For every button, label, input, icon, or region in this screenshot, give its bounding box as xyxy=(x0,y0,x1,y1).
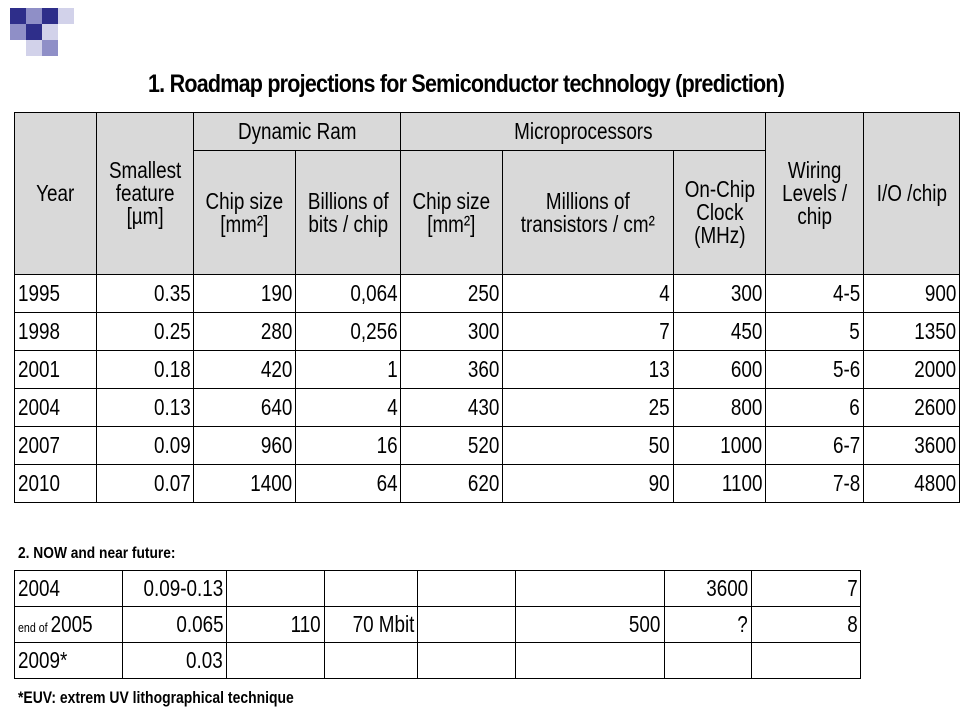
table-cell: 0.09-0.13 xyxy=(122,571,226,607)
table-cell xyxy=(324,643,418,679)
table-row xyxy=(15,465,960,503)
table-cell: 2009* xyxy=(15,643,123,679)
table-cell xyxy=(515,571,664,607)
table-cell: 600 xyxy=(673,351,766,389)
table-cell: 0,256 xyxy=(295,313,400,351)
table-cell: 0.03 xyxy=(122,643,226,679)
table-cell: 25 xyxy=(503,389,674,427)
table-cell: 2007 xyxy=(15,427,97,465)
table-cell: 1 xyxy=(295,351,400,389)
corner-decoration-square xyxy=(42,8,58,24)
table-cell: 500 xyxy=(515,607,664,643)
roadmap-table xyxy=(14,112,960,503)
corner-decoration-square xyxy=(42,24,58,40)
table-row xyxy=(15,607,960,643)
table-cell xyxy=(861,643,960,679)
header-microprocessors: Microprocessors xyxy=(401,113,766,151)
table-cell: 1000 xyxy=(673,427,766,465)
table-cell xyxy=(418,607,515,643)
page-title: 1. Roadmap projections for Semiconductor technology (prediction) xyxy=(148,70,785,98)
table-row xyxy=(15,571,960,607)
table-cell: 1995 xyxy=(15,275,97,313)
table-cell: 0.09 xyxy=(96,427,193,465)
table-cell: 5 xyxy=(766,313,864,351)
header-dram-chip-size: Chip size [mm²] xyxy=(194,151,296,275)
table-cell: 360 xyxy=(401,351,503,389)
table-cell: 900 xyxy=(863,275,959,313)
table-cell: 13 xyxy=(503,351,674,389)
table-cell: end of 2005 xyxy=(15,607,123,643)
table-cell: 960 xyxy=(194,427,296,465)
corner-decoration-square xyxy=(10,24,26,40)
table-cell: 7 xyxy=(503,313,674,351)
near-future-table xyxy=(14,570,960,679)
table-cell: 110 xyxy=(227,607,324,643)
header-wiring-levels: Wiring Levels / chip xyxy=(766,113,864,275)
table-cell: 90 xyxy=(503,465,674,503)
table-cell xyxy=(664,643,752,679)
table-cell: 16 xyxy=(295,427,400,465)
table-cell xyxy=(324,571,418,607)
corner-decoration-square xyxy=(42,40,58,56)
table-cell: 640 xyxy=(194,389,296,427)
table-cell: 64 xyxy=(295,465,400,503)
table-cell: 620 xyxy=(401,465,503,503)
table-cell xyxy=(515,643,664,679)
table-row xyxy=(15,313,960,351)
footnote: *EUV: extrem UV lithographical technique xyxy=(18,688,294,707)
header-smallest-feature: Smallest feature [µm] xyxy=(96,113,193,275)
table-cell: 190 xyxy=(194,275,296,313)
header-on-chip-clock: On-Chip Clock (MHz) xyxy=(673,151,766,275)
header-mp-chip-size: Chip size [mm²] xyxy=(401,151,503,275)
table-cell: 2004 xyxy=(15,571,123,607)
corner-decoration-square xyxy=(26,24,42,40)
corner-decoration-square xyxy=(10,8,26,24)
table-cell: 420 xyxy=(194,351,296,389)
table-cell: 4800 xyxy=(863,465,959,503)
table-cell xyxy=(861,571,960,607)
table-cell: 7 xyxy=(752,571,861,607)
table-cell: 1998 xyxy=(15,313,97,351)
table-cell: 280 xyxy=(194,313,296,351)
header-mp-transistors: Millions of transistors / cm² xyxy=(503,151,674,275)
table-cell: 430 xyxy=(401,389,503,427)
table-cell xyxy=(227,643,324,679)
table-cell: 2000 xyxy=(863,351,959,389)
table-cell xyxy=(227,571,324,607)
table-cell: 0.35 xyxy=(96,275,193,313)
table-cell: 0,064 xyxy=(295,275,400,313)
table-cell: 1350 xyxy=(863,313,959,351)
corner-decoration-square xyxy=(58,8,74,24)
table-cell xyxy=(418,643,515,679)
corner-decoration-square xyxy=(26,8,42,24)
table-row xyxy=(15,643,960,679)
table-row xyxy=(15,275,960,313)
table-cell: 800 xyxy=(673,389,766,427)
table-cell: 8 xyxy=(752,607,861,643)
table-cell: 0.25 xyxy=(96,313,193,351)
table-cell: 2010 xyxy=(15,465,97,503)
table-row xyxy=(15,427,960,465)
header-io-chip: I/O /chip xyxy=(863,113,959,275)
table-cell: 450 xyxy=(673,313,766,351)
table-cell: 0.13 xyxy=(96,389,193,427)
table-cell xyxy=(861,607,960,643)
table-cell: 3600 xyxy=(664,571,752,607)
table-cell: 2001 xyxy=(15,351,97,389)
table-cell: 7-8 xyxy=(766,465,864,503)
table-cell: 520 xyxy=(401,427,503,465)
table-row xyxy=(15,351,960,389)
table-cell: 70 Mbit xyxy=(324,607,418,643)
header-year: Year xyxy=(15,113,97,275)
table-cell: 3600 xyxy=(863,427,959,465)
table-cell: 4 xyxy=(295,389,400,427)
table-cell: 2004 xyxy=(15,389,97,427)
table-cell: 50 xyxy=(503,427,674,465)
table-row xyxy=(15,389,960,427)
table-cell xyxy=(418,571,515,607)
table-cell: 6 xyxy=(766,389,864,427)
section-2-title: 2. NOW and near future: xyxy=(18,545,176,562)
table-cell: 2600 xyxy=(863,389,959,427)
table-cell: 5-6 xyxy=(766,351,864,389)
table-cell: 4 xyxy=(503,275,674,313)
table-cell: 250 xyxy=(401,275,503,313)
table-cell: 300 xyxy=(673,275,766,313)
table-cell: 0.07 xyxy=(96,465,193,503)
table-cell: 1400 xyxy=(194,465,296,503)
header-dram-bits: Billions of bits / chip xyxy=(295,151,400,275)
corner-decoration-square xyxy=(26,40,42,56)
table-cell xyxy=(752,643,861,679)
table-cell: 1100 xyxy=(673,465,766,503)
table-cell: 4-5 xyxy=(766,275,864,313)
table-cell: 300 xyxy=(401,313,503,351)
table-cell: 6-7 xyxy=(766,427,864,465)
table-cell: ? xyxy=(664,607,752,643)
table-cell: 0.18 xyxy=(96,351,193,389)
table-cell: 0.065 xyxy=(122,607,226,643)
header-dynamic-ram: Dynamic Ram xyxy=(194,113,401,151)
